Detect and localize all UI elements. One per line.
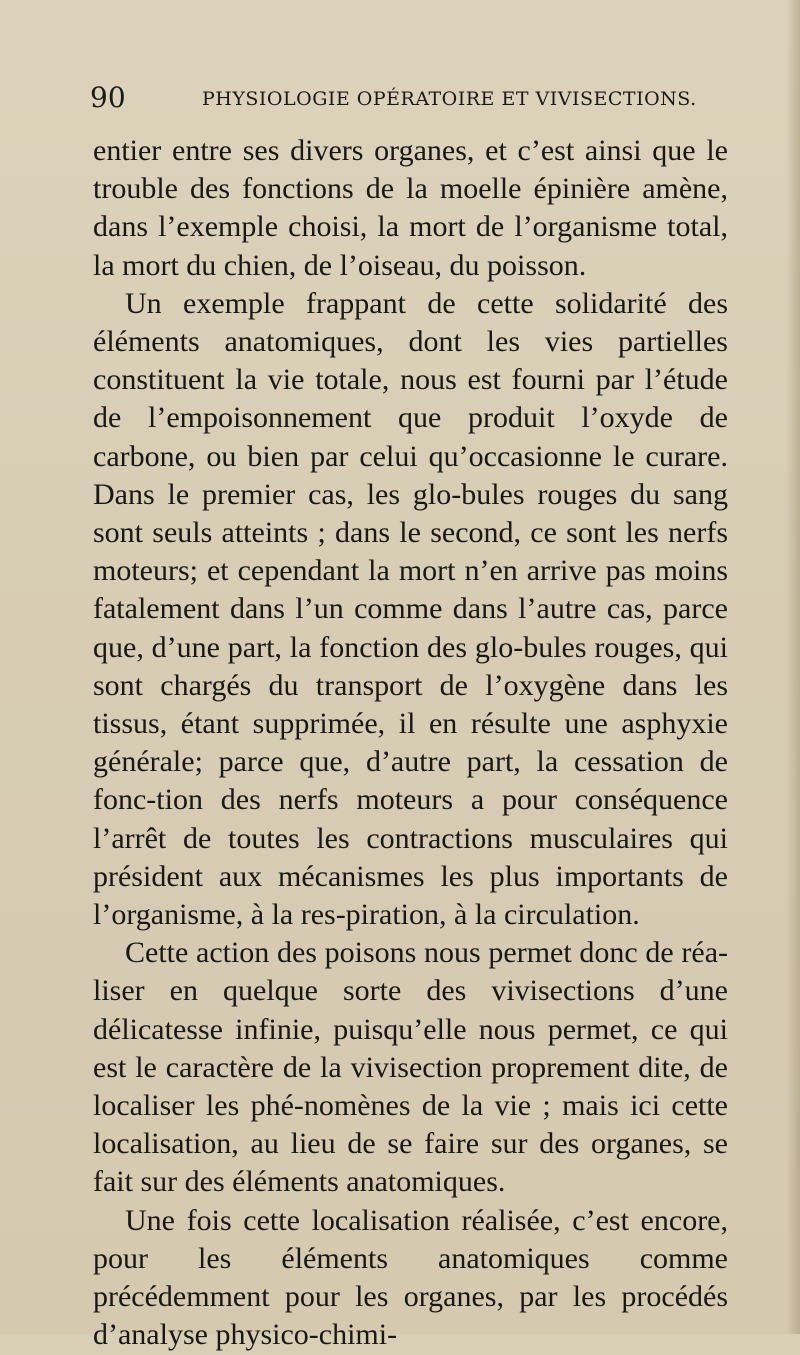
paragraph-continuation: entier entre ses divers organes, et c’est ainsi que le trouble des fonctions de la moelle épinière amène, dans l’exemple choisi, la mort de l’organisme total, la mort du chien, de l’oiseau, du poisson. bbox=[93, 134, 728, 282]
body-text bbox=[93, 132, 728, 1355]
paragraph: Une fois cette localisation réalisée, c’est encore, pour les éléments anatomiques comme précédemment pour les organes, par les procédés d’analyse physico-chimi- bbox=[93, 1203, 728, 1352]
paragraph: Un exemple frappant de cette solidarité des éléments anatomiques, dont les vies partielles constituent la vie totale, nous est fourni par l’étude de l’empoisonnement que produit l’oxyde de carbone, ou bien par celui qu’occasionne le curare. Dans le premier cas, les glo-bules rouges du sang sont seuls atteints ; dans le second, ce sont les nerfs moteurs; et cependant la mort n’en arrive pas moins fatalement dans l’un comme dans l’autre cas, parce que, d’une part, la fonction des glo-bules rouges, qui sont chargés du transport de l’oxygène dans les tissus, étant supprimée, il en résulte une asphyxie générale; parce que, d’autre part, la cessation de fonc-tion des nerfs moteurs a pour conséquence l’arrêt de toutes les contractions musculaires qui président aux mécanismes les plus importants de l’organisme, à la res-piration, à la circulation. bbox=[93, 286, 728, 932]
page-number: 90 bbox=[90, 81, 126, 114]
running-head: PHYSIOLOGIE OPÉRATOIRE ET VIVISECTIONS. bbox=[202, 88, 697, 110]
page-header bbox=[90, 78, 697, 118]
paragraph: Cette action des poisons nous permet donc de réa-liser en quelque sorte des vivisections d’une délicatesse infinie, puisqu’elle nous permet, ce qui est le caractère de la vivisection proprement dite, de localiser les phé-nomènes de la vie ; mais ici cette localisation, au lieu de se faire sur des organes, se fait sur des éléments anatomiques. bbox=[93, 936, 728, 1199]
page-edge-shadow bbox=[786, 0, 800, 1334]
